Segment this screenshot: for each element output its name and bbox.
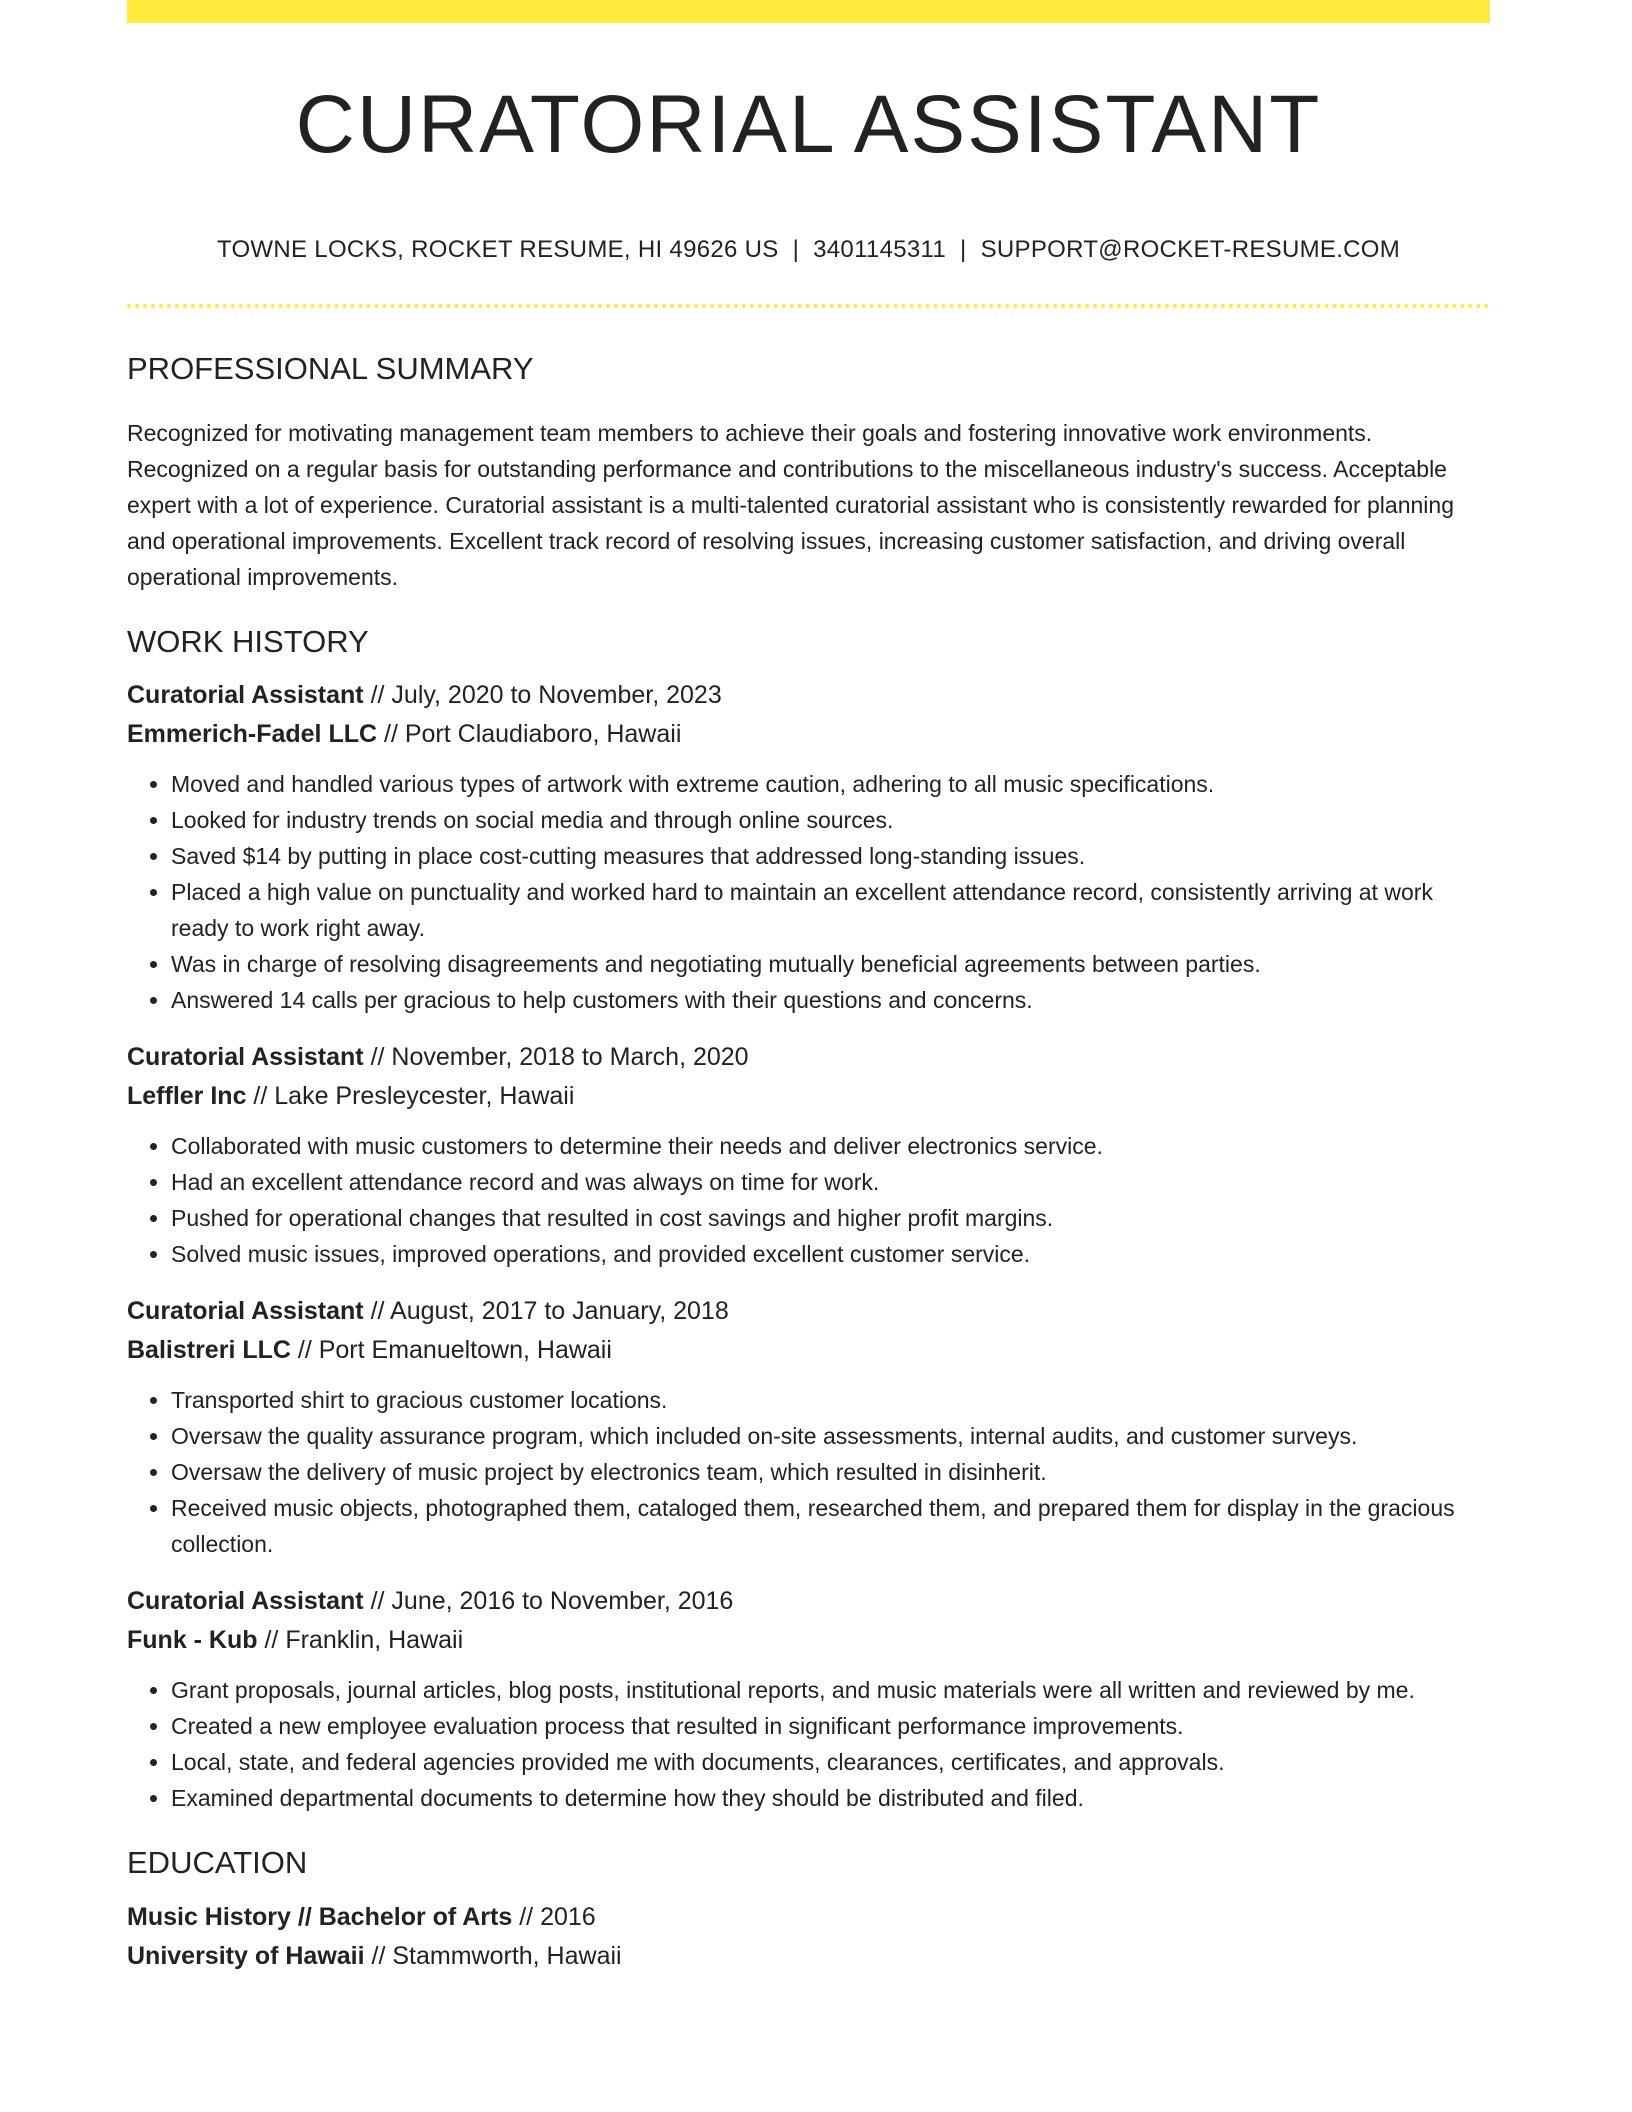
- job-company-line: [127, 1621, 1490, 1660]
- job-entry: [127, 676, 1490, 1018]
- education-school-line: [127, 1937, 1490, 1976]
- job-location: // Franklin, Hawaii: [257, 1626, 464, 1655]
- job-bullet: • Local, state, and federal agencies provided me with documents, clearances, certificates, and approvals.: [171, 1744, 1490, 1780]
- resume-content: [127, 350, 1490, 1976]
- education-section: [127, 1844, 1490, 1975]
- job-bullet: • Collaborated with music customers to determine their needs and deliver electronics service.: [171, 1128, 1490, 1164]
- job-title-line: [127, 1582, 1490, 1621]
- job-dates: // June, 2016 to November, 2016: [363, 1587, 734, 1616]
- contact-address: TOWNE LOCKS, ROCKET RESUME, HI 49626 US: [216, 236, 779, 263]
- job-bullet: • Examined departmental documents to determine how they should be distributed and filed.: [171, 1780, 1490, 1816]
- job-company-line: [127, 715, 1490, 754]
- job-location: // Lake Presleycester, Hawaii: [246, 1082, 575, 1111]
- job-bullets: [127, 1128, 1490, 1272]
- job-company: Leffler Inc: [127, 1082, 247, 1111]
- job-role: Curatorial Assistant: [127, 1043, 364, 1072]
- summary-text: Recognized for motivating management team members to achieve their goals and fostering innovative work environments. Recognized on a regular basis for outstanding performance and contributions to the miscellaneous industry's success. Acceptable expert with a lot of experience. Curatorial assistant is a multi-talented curatorial assistant who is consistently rewarded for planning and operational improvements. Excellent track record of resolving issues, increasing customer satisfaction, and driving overall operational improvements.: [127, 420, 1454, 591]
- job-bullets: [127, 1382, 1490, 1562]
- job-bullets: [127, 1672, 1490, 1816]
- section-title-summary: PROFESSIONAL SUMMARY: [127, 351, 534, 386]
- job-dates: // November, 2018 to March, 2020: [363, 1043, 749, 1072]
- job-bullet: • Had an excellent attendance record and was always on time for work.: [171, 1164, 1490, 1200]
- job-bullet: • Created a new employee evaluation process that resulted in significant performance improvements.: [171, 1708, 1490, 1744]
- job-company: Funk - Kub: [127, 1626, 258, 1655]
- job-bullet: • Oversaw the quality assurance program, which included on-site assessments, internal audits, and customer surveys.: [171, 1418, 1490, 1454]
- job-bullet: • Placed a high value on punctuality and worked hard to maintain an excellent attendance record, consistently arriving at work ready to work right away.: [171, 874, 1490, 946]
- job-bullet: • Was in charge of resolving disagreements and negotiating mutually beneficial agreements between parties.: [171, 946, 1490, 982]
- contact-separator: |: [960, 236, 967, 263]
- job-entry: [127, 1038, 1490, 1272]
- job-title-line: [127, 676, 1490, 715]
- job-dates: // July, 2020 to November, 2023: [363, 681, 722, 710]
- job-bullet: • Received music objects, photographed them, cataloged them, researched them, and prepared them for display in the gracious collection.: [171, 1490, 1490, 1562]
- job-role: Curatorial Assistant: [127, 1297, 364, 1326]
- section-title-work-history: WORK HISTORY: [127, 624, 369, 660]
- job-title-line: [127, 1292, 1490, 1331]
- education-degree-line: [127, 1898, 1490, 1937]
- education-school: University of Hawaii: [127, 1941, 365, 1970]
- job-bullet: • Solved music issues, improved operations, and provided excellent customer service.: [171, 1236, 1490, 1272]
- job-title-line: [127, 1038, 1490, 1077]
- resume-name-title: CURATORIAL ASSISTANT: [295, 79, 1322, 170]
- contact-email: SUPPORT@ROCKET-RESUME.COM: [980, 236, 1401, 263]
- education-degree: Music History // Bachelor of Arts: [127, 1902, 513, 1931]
- job-bullet: • Oversaw the delivery of music project by electronics team, which resulted in disinherit.: [171, 1454, 1490, 1490]
- job-role: Curatorial Assistant: [127, 681, 364, 710]
- job-entry: [127, 1582, 1490, 1816]
- job-company-line: [127, 1331, 1490, 1370]
- job-bullet: • Grant proposals, journal articles, blog posts, institutional reports, and music materials were all written and reviewed by me.: [171, 1672, 1490, 1708]
- job-bullet: • Moved and handled various types of artwork with extreme caution, adhering to all music specifications.: [171, 766, 1490, 802]
- job-location: // Port Emanueltown, Hawaii: [290, 1336, 612, 1365]
- dotted-divider: [127, 304, 1490, 308]
- job-bullet: • Looked for industry trends on social media and through online sources.: [171, 802, 1490, 838]
- job-bullet: • Pushed for operational changes that resulted in cost savings and higher profit margins.: [171, 1200, 1490, 1236]
- education-location: // Stammworth, Hawaii: [364, 1941, 622, 1970]
- job-bullet: • Answered 14 calls per gracious to help customers with their questions and concerns.: [171, 982, 1490, 1018]
- contact-line: [127, 236, 1490, 264]
- section-title-education: EDUCATION: [127, 1845, 308, 1881]
- job-entry: [127, 1292, 1490, 1562]
- job-role: Curatorial Assistant: [127, 1587, 364, 1616]
- education-year: // 2016: [512, 1902, 596, 1931]
- job-company: Emmerich-Fadel LLC: [127, 720, 378, 749]
- education-entry: [127, 1898, 1490, 1976]
- job-company: Balistreri LLC: [127, 1336, 291, 1365]
- job-bullet: • Transported shirt to gracious customer locations.: [171, 1382, 1490, 1418]
- work-history-section: [127, 623, 1490, 1816]
- job-company-line: [127, 1077, 1490, 1116]
- accent-top-bar: [127, 0, 1490, 23]
- contact-phone: 3401145311: [813, 236, 947, 263]
- job-bullets: [127, 766, 1490, 1018]
- job-location: // Port Claudiaboro, Hawaii: [377, 720, 682, 749]
- job-bullet: • Saved $14 by putting in place cost-cutting measures that addressed long-standing issues.: [171, 838, 1490, 874]
- job-dates: // August, 2017 to January, 2018: [363, 1297, 729, 1326]
- summary-section: [127, 350, 1490, 595]
- contact-separator: |: [792, 236, 800, 263]
